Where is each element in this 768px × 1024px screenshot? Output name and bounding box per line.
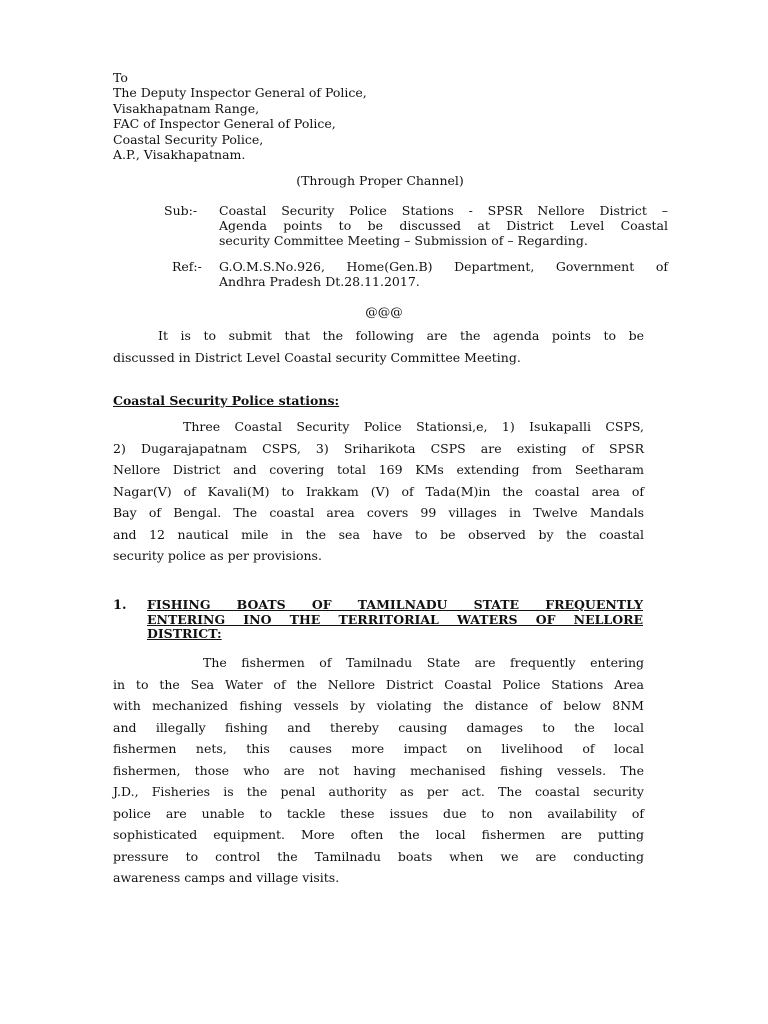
point-heading-line: FISHING BOATS OF TAMILNADU STATE FREQUENTLY — [147, 597, 643, 612]
point-heading-line: ENTERING INO THE TERRITORIAL WATERS OF NELLORE — [147, 611, 643, 627]
point-body-line: fishermen, those who are not having mechanised fishing vessels. The — [113, 762, 644, 778]
address-line: The Deputy Inspector General of Police, — [113, 85, 367, 101]
section-heading: Coastal Security Police stations: — [113, 393, 340, 408]
reference-label: Ref:- — [172, 259, 202, 274]
point-body-line: J.D., Fisheries is the penal authority as per act. The coastal security — [113, 784, 644, 799]
through-channel-note: (Through Proper Channel) — [296, 173, 464, 188]
point-body-line: pressure to control the Tamilnadu boats when we are conducting — [113, 848, 644, 864]
stations-line: Nagar(V) of Kavali(M) to Irakkam (V) of Tada(M)in the coastal area of — [113, 483, 644, 499]
point-number: 1. — [113, 598, 127, 613]
intro-line: discussed in District Level Coastal security Committee Meeting. — [113, 349, 521, 365]
stations-line: Bay of Bengal. The coastal area covers 99 villages in Twelve Mandals — [113, 505, 644, 520]
point-body-line: awareness camps and village visits. — [113, 870, 340, 885]
subject-label: Sub:- — [164, 203, 198, 218]
intro-paragraph — [113, 325, 644, 368]
subject-line: Agenda points to be discussed at District Level Coastal — [219, 218, 668, 234]
stations-line: and 12 nautical mile in the sea have to be observed by the coastal — [113, 526, 644, 542]
stations-paragraph — [113, 416, 644, 567]
separator-mark: @@@ — [365, 304, 403, 319]
point-body-line: in to the Sea Water of the Nellore District Coastal Police Stations Area — [113, 676, 644, 692]
to-line: To — [113, 70, 128, 85]
stations-line: 2) Dugarajapatnam CSPS, 3) Sriharikota CSPS are existing of SPSR — [113, 440, 644, 456]
subject-line: Coastal Security Police Stations - SPSR Nellore District – — [219, 203, 668, 218]
address-line: A.P., Visakhapatnam. — [113, 147, 246, 163]
point-heading — [147, 598, 643, 642]
addressee-block — [113, 70, 367, 162]
stations-line: Three Coastal Security Police Stationsi,e, 1) Isukapalli CSPS, — [183, 419, 644, 434]
point-body-line: police are unable to tackle these issues due to non availability of — [113, 805, 644, 821]
point-body-line: The fishermen of Tamilnadu State are frequently entering — [203, 655, 644, 670]
stations-line: security police as per provisions. — [113, 548, 322, 563]
point-body-line: sophisticated equipment. More often the local fishermen are putting — [113, 827, 644, 842]
subject-text — [219, 203, 668, 249]
point-body-line: fishermen nets, this causes more impact on livelihood of local — [113, 741, 644, 756]
subject-line: security Committee Meeting – Submission of – Regarding. — [219, 233, 588, 249]
reference-line: G.O.M.S.No.926, Home(Gen.B) Department, Government of — [219, 259, 668, 274]
address-line: Visakhapatnam Range, — [113, 100, 260, 116]
reference-line: Andhra Pradesh Dt.28.11.2017. — [219, 274, 420, 290]
address-line: FAC of Inspector General of Police, — [113, 116, 336, 132]
stations-line: Nellore District and covering total 169 KMs extending from Seetharam — [113, 462, 644, 477]
intro-line: It is to submit that the following are the agenda points to be — [158, 328, 644, 343]
point-heading-line: DISTRICT: — [147, 626, 222, 641]
reference-text — [219, 259, 668, 289]
point-body — [113, 652, 644, 889]
point-body-line: with mechanized fishing vessels by violating the distance of below 8NM — [113, 698, 644, 713]
address-line: Coastal Security Police, — [113, 131, 264, 147]
point-body-line: and illegally fishing and thereby causing damages to the local — [113, 719, 644, 735]
